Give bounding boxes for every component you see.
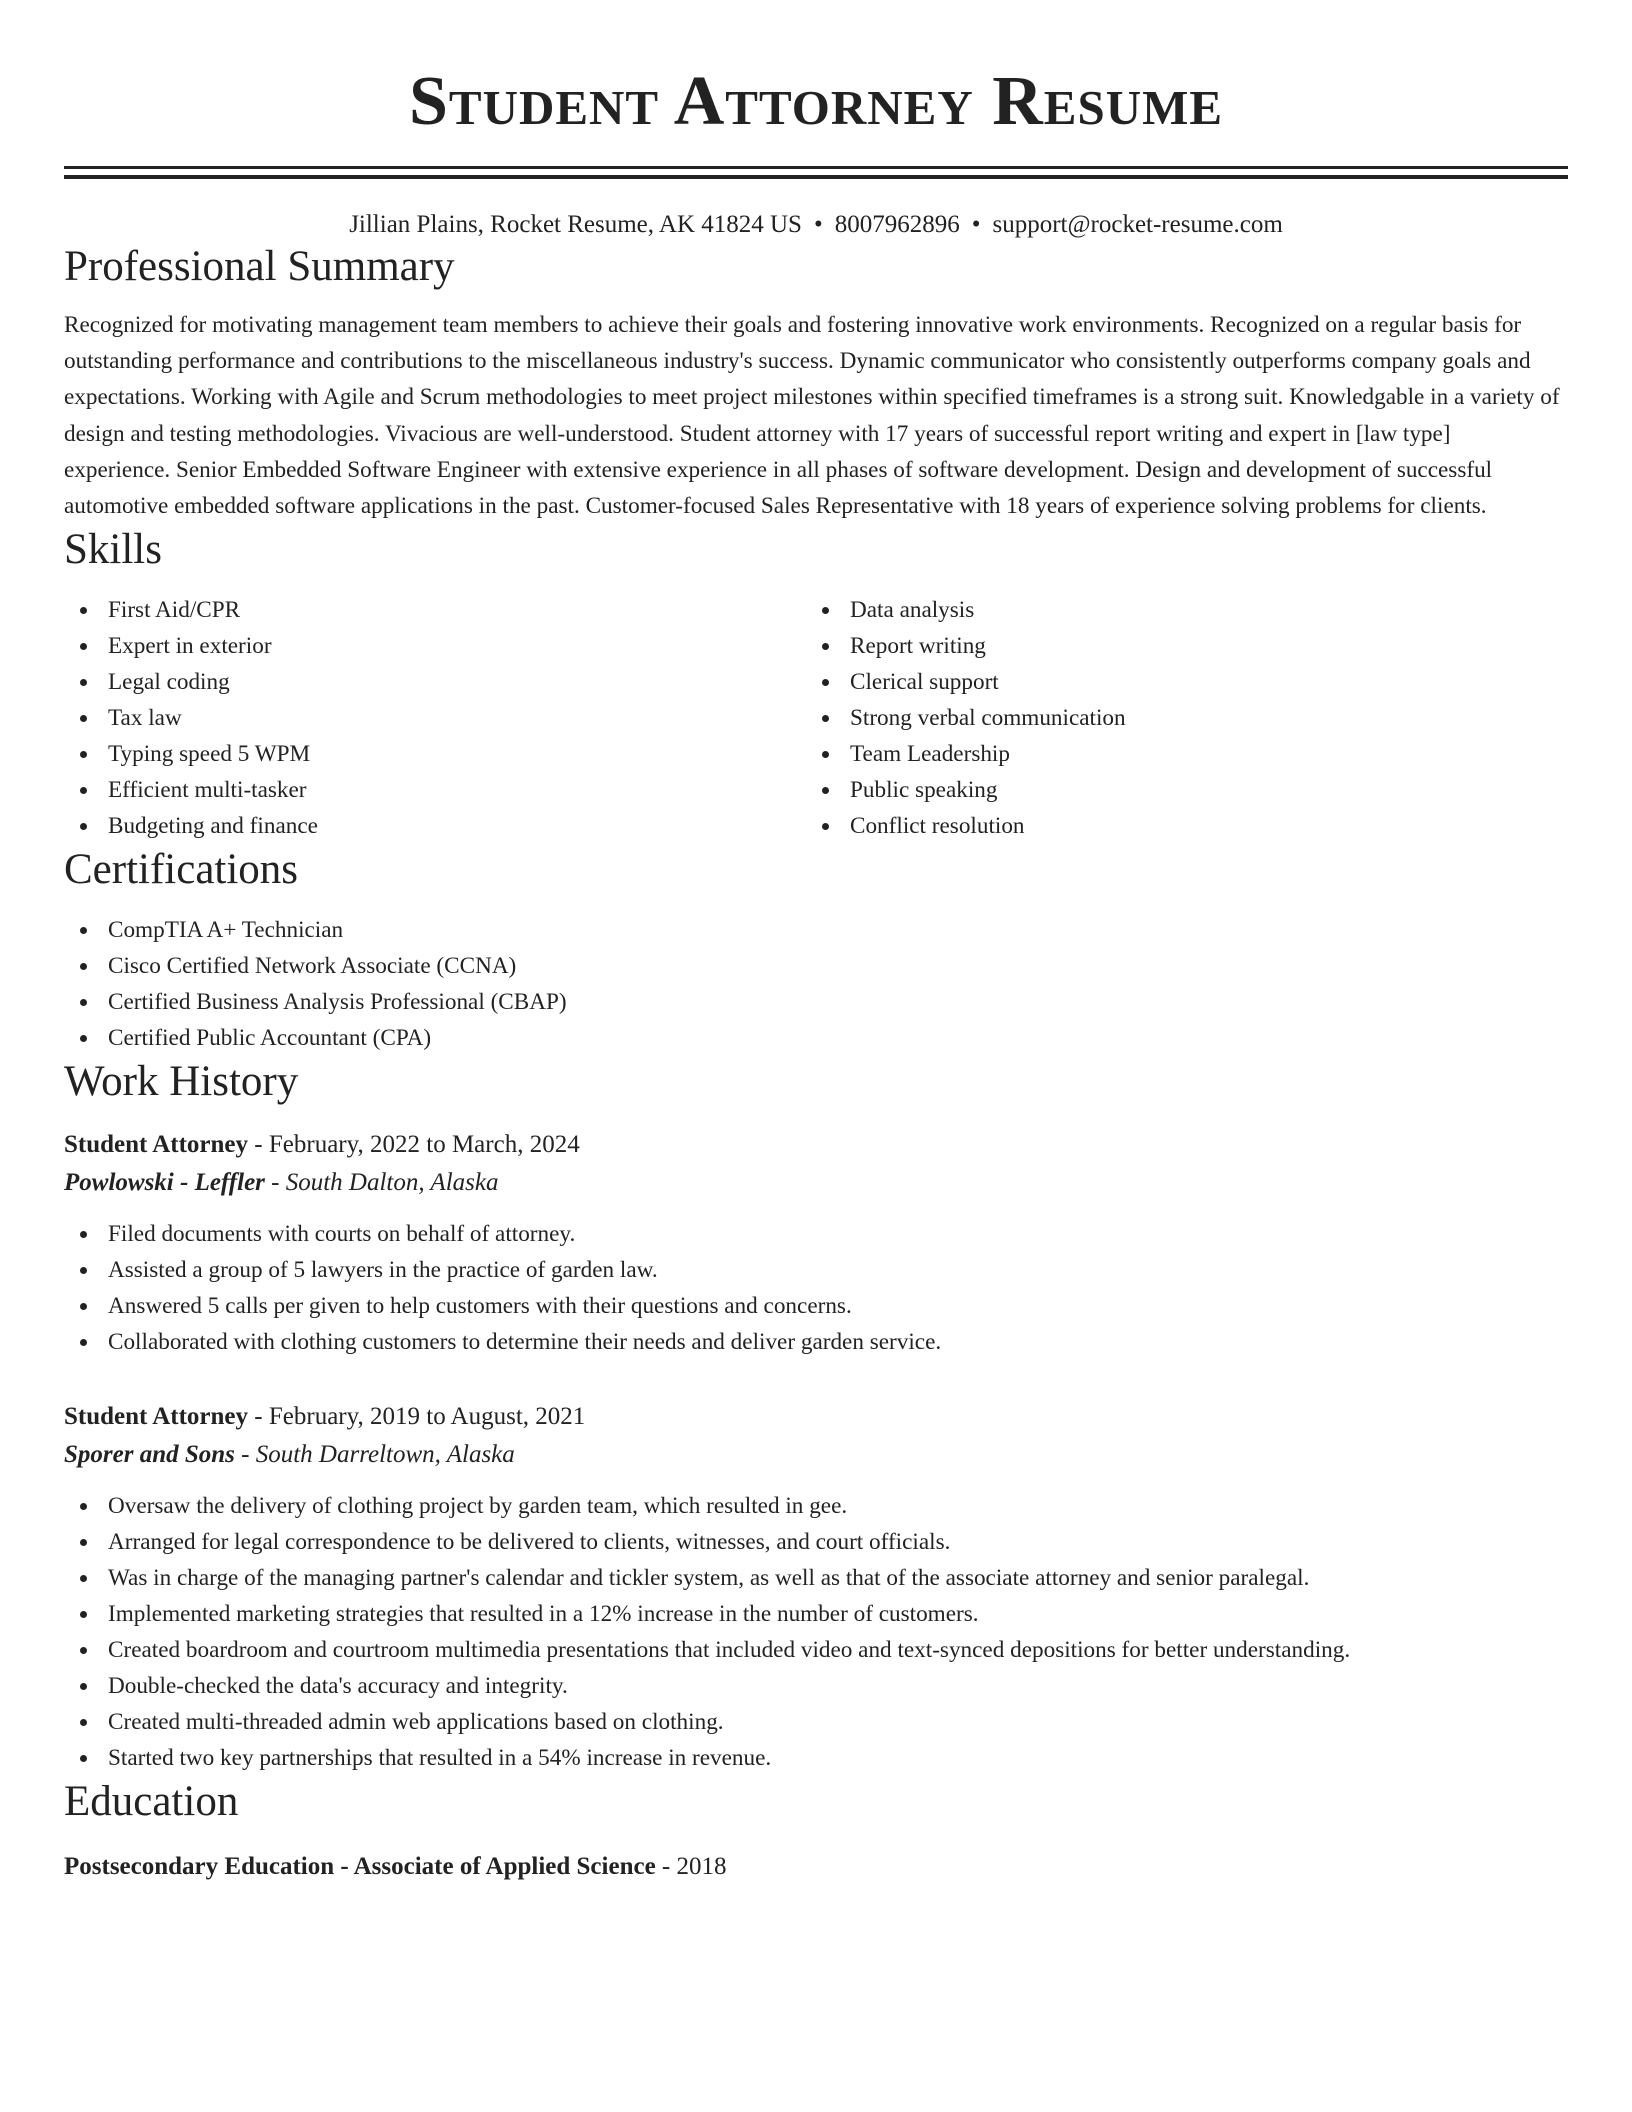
skill-item: First Aid/CPR	[64, 592, 806, 628]
education-year: - 2018	[655, 1853, 727, 1881]
skills-columns	[64, 592, 1568, 844]
education-heading: Education	[64, 1778, 239, 1826]
job-duty-item: Was in charge of the managing partner's calendar and tickler system, as well as that of the associate attorney and senior paralegal.	[64, 1560, 1568, 1596]
skill-item: Legal coding	[64, 664, 806, 700]
contact-separator: •	[813, 211, 823, 238]
job-dates: - February, 2019 to August, 2021	[248, 1403, 586, 1431]
job-duty-item: Assisted a group of 5 lawyers in the practice of garden law.	[64, 1252, 1568, 1288]
certifications-list	[64, 912, 1568, 1056]
job-duties-list	[64, 1216, 1568, 1360]
work-history-heading: Work History	[64, 1058, 299, 1106]
skill-item: Budgeting and finance	[64, 808, 806, 844]
job-title: Student Attorney	[64, 1403, 249, 1431]
job-duty-item: Created multi-threaded admin web applications based on clothing.	[64, 1704, 1568, 1740]
resume-title: Student Attorney Resume	[408, 63, 1224, 140]
contact-email[interactable]: support@rocket-resume.com	[992, 211, 1283, 238]
skill-item: Expert in exterior	[64, 628, 806, 664]
job-title-line	[64, 1126, 1568, 1164]
job-title: Student Attorney	[64, 1131, 249, 1159]
education-entry	[64, 1848, 1568, 1886]
summary-heading: Professional Summary	[64, 243, 455, 290]
certifications-heading: Certifications	[64, 846, 299, 894]
title-divider	[64, 166, 1568, 179]
job-duty-item: Answered 5 calls per given to help customers with their questions and concerns.	[64, 1288, 1568, 1324]
contact-phone: 8007962896	[834, 211, 960, 238]
job-entry	[64, 1398, 1568, 1776]
job-company: Sporer and Sons	[64, 1441, 235, 1469]
job-duty-item: Started two key partnerships that resulted in a 54% increase in revenue.	[64, 1740, 1568, 1776]
skill-item: Tax law	[64, 700, 806, 736]
job-location: - South Darreltown, Alaska	[234, 1441, 515, 1469]
job-duty-item: Collaborated with clothing customers to determine their needs and deliver garden service.	[64, 1324, 1568, 1360]
skill-item: Typing speed 5 WPM	[64, 736, 806, 772]
job-company: Powlowski - Leffler	[64, 1169, 265, 1197]
skill-item: Clerical support	[806, 664, 1548, 700]
certification-item: CompTIA A+ Technician	[64, 912, 1568, 948]
skill-item: Strong verbal communication	[806, 700, 1548, 736]
skill-item: Report writing	[806, 628, 1548, 664]
skills-list-right	[806, 592, 1548, 844]
education-degree: Postsecondary Education - Associate of Applied Science	[64, 1853, 656, 1881]
skill-item: Team Leadership	[806, 736, 1548, 772]
contact-line	[64, 209, 1568, 241]
job-duty-item: Filed documents with courts on behalf of attorney.	[64, 1216, 1568, 1252]
skills-heading: Skills	[64, 526, 162, 574]
skill-item: Conflict resolution	[806, 808, 1548, 844]
certification-item: Certified Public Accountant (CPA)	[64, 1020, 1568, 1056]
summary-text: Recognized for motivating management team members to achieve their goals and fostering innovative work environments. Recognized on a regular basis for outstanding performance and contributions to the miscellaneous industry's success. Dynamic communicator who consistently outperforms company goals and expectations. Working with Agile and Scrum methodologies to meet project milestones within specified timeframes is a strong suit. Knowledgable in a variety of design and testing methodologies. Vivacious are well-understood. Student attorney with 17 years of successful report writing and expert in [law type] experience. Senior Embedded Software Engineer with extensive experience in all phases of software development. Design and development of successful automotive embedded software applications in the past. Customer-focused Sales Representative with 18 years of experience solving problems for clients.	[64, 312, 1560, 520]
job-duty-item: Oversaw the delivery of clothing project by garden team, which resulted in gee.	[64, 1488, 1568, 1524]
job-duty-item: Arranged for legal correspondence to be delivered to clients, witnesses, and court officials.	[64, 1524, 1568, 1560]
skill-item: Public speaking	[806, 772, 1548, 808]
job-dates: - February, 2022 to March, 2024	[248, 1131, 580, 1159]
skill-item: Efficient multi-tasker	[64, 772, 806, 808]
job-duty-item: Implemented marketing strategies that resulted in a 12% increase in the number of customers.	[64, 1596, 1568, 1632]
certification-item: Certified Business Analysis Professional (CBAP)	[64, 984, 1568, 1020]
certification-item: Cisco Certified Network Associate (CCNA)	[64, 948, 1568, 984]
job-title-line	[64, 1398, 1568, 1436]
job-entry	[64, 1126, 1568, 1360]
job-company-line	[64, 1164, 1568, 1202]
skill-item: Data analysis	[806, 592, 1548, 628]
contact-separator: •	[971, 211, 981, 238]
job-location: - South Dalton, Alaska	[264, 1169, 499, 1197]
job-duty-item: Double-checked the data's accuracy and integrity.	[64, 1668, 1568, 1704]
contact-address: Jillian Plains, Rocket Resume, AK 41824 US	[349, 211, 802, 238]
job-duties-list	[64, 1488, 1568, 1776]
skills-list-left	[64, 592, 806, 844]
job-company-line	[64, 1436, 1568, 1474]
job-duty-item: Created boardroom and courtroom multimedia presentations that included video and text-synced depositions for better understanding.	[64, 1632, 1568, 1668]
